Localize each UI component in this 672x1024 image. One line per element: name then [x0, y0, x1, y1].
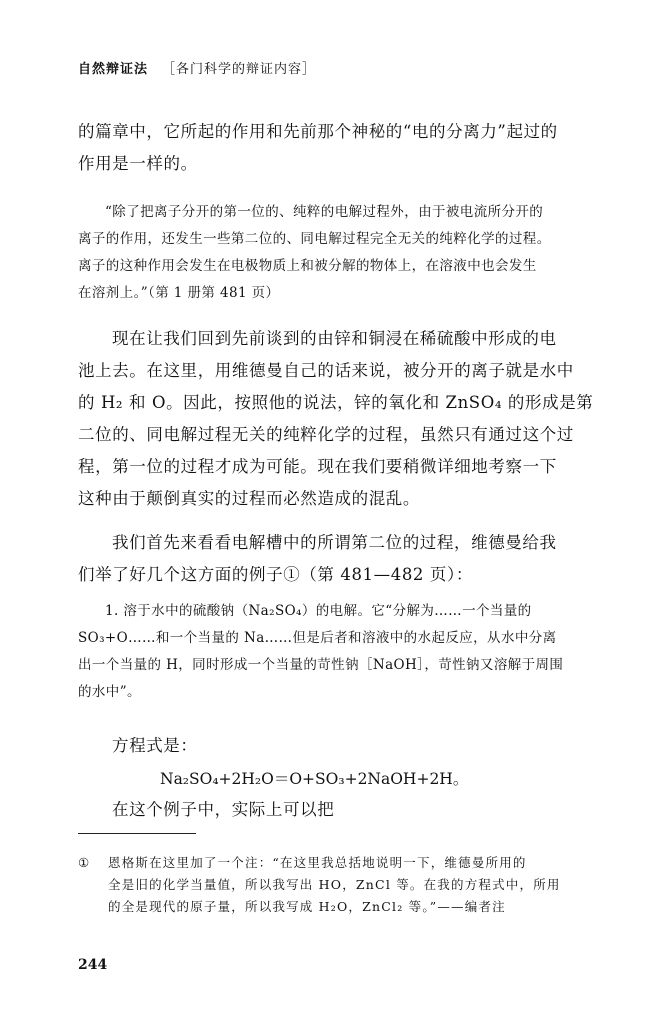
paragraph-1: [78, 116, 598, 180]
quote-line: 的水中”。: [78, 684, 141, 700]
quote-line: 离子的作用，还发生一些第二位的、同电解过程完全无关的纯粹化学的过程。: [78, 231, 551, 247]
text-line: 的 H₂ 和 O。因此，按照他的说法，锌的氧化和 ZnSO₄ 的形成是第: [78, 393, 594, 412]
text-line: 们举了好几个这方面的例子①（第 481—482 页）：: [78, 565, 473, 584]
quote-line: SO₃+O……和一个当量的 Na……但是后者和溶液中的水起反应，从水中分离: [78, 630, 557, 646]
section-title: ［各门科学的辩证内容］: [162, 62, 317, 77]
page-number: 244: [78, 957, 108, 973]
quote-line: “除了把离子分开的第一位的、纯粹的电解过程外，由于被电流所分开的: [105, 204, 544, 220]
quote-line: 离子的这种作用会发生在电极物质上和被分解的物体上，在溶液中也会发生: [78, 258, 537, 274]
quote-line: 1. 溶于水中的硫酸钠（Na₂SO₄）的电解。它“分解为……一个当量的: [105, 603, 532, 619]
paragraph-5: [112, 794, 632, 826]
chemical-equation: Na₂SO₄+2H₂O＝O+SO₃+2NaOH+2H。: [160, 770, 469, 788]
paragraph-3: [78, 527, 598, 591]
text-line: 方程式是：: [112, 736, 198, 755]
footnote-line: 全是旧的化学当量值，所以我写出 HO，ZnCl 等。在我的方程式中，所用: [108, 877, 561, 892]
text-line: 在这个例子中，实际上可以把: [112, 800, 335, 819]
paragraph-2: [78, 323, 598, 515]
footnote-rule: [78, 833, 196, 834]
book-title: 自然辩证法: [78, 62, 149, 77]
text-line: 程，第一位的过程才成为可能。现在我们要稍微详细地考察一下: [78, 457, 557, 476]
text-line: 作用是一样的。: [78, 154, 198, 173]
quote-line: 在溶剂上。”（第 1 册第 481 页）: [78, 285, 280, 301]
text-line: 现在让我们回到先前谈到的由锌和铜浸在稀硫酸中形成的电: [112, 329, 557, 348]
footnote-line: 恩格斯在这里加了一个注：“在这里我总括地说明一下，维德曼所用的: [108, 855, 527, 870]
footnote-mark: ①: [78, 855, 91, 870]
text-line: 我们首先来看看电解槽中的所谓第二位的过程，维德曼给我: [112, 533, 557, 552]
text-line: 这种由于颠倒真实的过程而必然造成的混乱。: [78, 489, 420, 508]
text-line: 的篇章中，它所起的作用和先前那个神秘的“电的分离力”起过的: [78, 122, 558, 141]
footnote: [78, 852, 598, 918]
text-line: 二位的、同电解过程无关的纯粹化学的过程，虽然只有通过这个过: [78, 425, 574, 444]
quote-block-1: [78, 199, 598, 307]
running-header: [78, 58, 316, 77]
quote-line: 出一个当量的 H，同时形成一个当量的苛性钠［NaOH］，苛性钠又溶解于周围: [78, 657, 564, 673]
text-line: 池上去。在这里，用维德曼自己的话来说，被分开的离子就是水中: [78, 361, 574, 380]
paragraph-4: [112, 730, 632, 762]
footnote-line: 的全是现代的原子量，所以我写成 H₂O，ZnCl₂ 等。”——编者注: [108, 899, 506, 914]
quote-block-2: [78, 598, 598, 706]
